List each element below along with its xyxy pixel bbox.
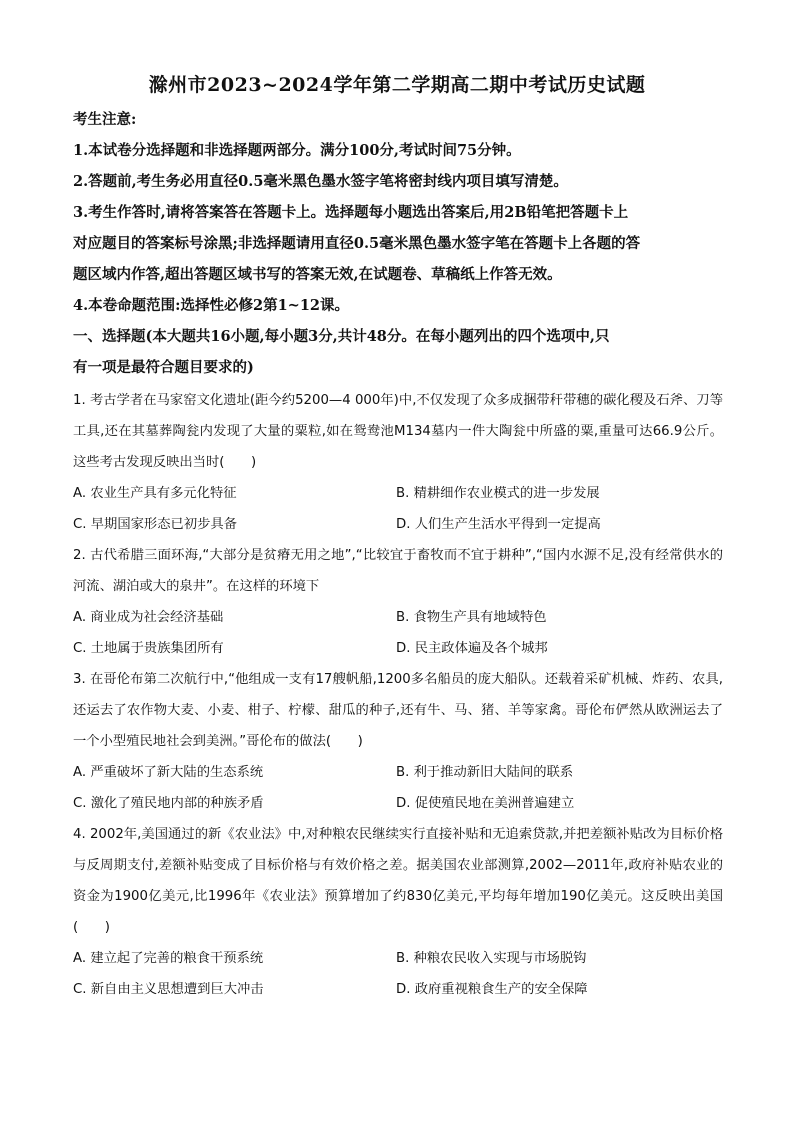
- section-heading-line-1: 一、选择题(本大题共16小题,每小题3分,共计48分。在每小题列出的四个选项中,只: [73, 328, 610, 345]
- option-d: D. 促使殖民地在美洲普遍建立: [396, 796, 575, 811]
- question-2: [73, 540, 723, 664]
- option-b: B. 利于推动新旧大陆间的联系: [396, 765, 574, 780]
- option-a: A. 商业成为社会经济基础: [73, 610, 224, 625]
- option-d: D. 政府重视粮食生产的安全保障: [396, 982, 588, 997]
- option-b: B. 种粮农民收入实现与市场脱钩: [396, 951, 587, 966]
- option-a: A. 建立起了完善的粮食干预系统: [73, 951, 264, 966]
- option-c: C. 土地属于贵族集团所有: [73, 641, 224, 656]
- option-a: A. 严重破坏了新大陆的生态系统: [73, 765, 264, 780]
- notice-item-4: 4.本卷命题范围:选择性必修2第1~12课。: [73, 297, 349, 314]
- option-c: C. 激化了殖民地内部的种族矛盾: [73, 796, 264, 811]
- question-1: [73, 385, 723, 540]
- option-list: [73, 602, 723, 664]
- notice-item-1: 1.本试卷分选择题和非选择题两部分。满分100分,考试时间75分钟。: [73, 142, 521, 159]
- question-stem: 1. 考古学者在马家窑文化遗址(距今约5200—4 000年)中,不仅发现了众多成捆带秆带穗的碳化稷及石斧、刀等工具,还在其墓葬陶瓮内发现了大量的粟粒,如在鸳鸯池M134墓内一件大陶瓮中所盛的粟,重量可达66.9公斤。这些考古发现反映出当时( ): [73, 393, 723, 470]
- option-list: [73, 478, 723, 540]
- option-list: [73, 757, 723, 819]
- notice-item-3-line-2: 对应题目的答案标号涂黑;非选择题请用直径0.5毫米黑色墨水签字笔在答题卡上各题的答: [73, 235, 641, 252]
- section-heading-line-2: 有一项是最符合题目要求的): [73, 359, 254, 376]
- question-stem: 3. 在哥伦布第二次航行中,“他组成一支有17艘帆船,1200多名船员的庞大船队。还载着采矿机械、炸药、农具,还运去了农作物大麦、小麦、柑子、柠檬、甜瓜的种子,还有牛、马、猪、羊等家禽。哥伦布俨然从欧洲运去了一个小型殖民地社会到美洲。”哥伦布的做法( ): [73, 672, 723, 749]
- option-c: C. 新自由主义思想遭到巨大冲击: [73, 982, 264, 997]
- option-d: D. 人们生产生活水平得到一定提高: [396, 517, 601, 532]
- notice-item-3-line-1: 3.考生作答时,请将答案答在答题卡上。选择题每小题选出答案后,用2B铅笔把答题卡上: [73, 204, 629, 221]
- option-d: D. 民主政体遍及各个城邦: [396, 641, 548, 656]
- exam-title: 滁州市2023~2024学年第二学期高二期中考试历史试题: [148, 74, 646, 96]
- question-stem: 4. 2002年,美国通过的新《农业法》中,对种粮农民继续实行直接补贴和无追索贷款,并把差额补贴改为目标价格与反周期支付,差额补贴变成了目标价格与有效价格之差。据美国农业部测算,2002—2011年,政府补贴农业的资金为1900亿美元,比1996年《农业法》预算增加了约830亿美元,平均每年增加190亿美元。这反映出美国( ): [73, 827, 723, 935]
- notice-item-2: 2.答题前,考生务必用直径0.5毫米黑色墨水签字笔将密封线内项目填写清楚。: [73, 173, 568, 190]
- question-stem: 2. 古代希腊三面环海,“大部分是贫瘠无用之地”,“比较宜于畜牧而不宜于耕种”,“国内水源不足,没有经常供水的河流、湖泊或大的泉井”。在这样的环境下: [73, 548, 723, 594]
- option-c: C. 早期国家形态已初步具备: [73, 517, 238, 532]
- option-b: B. 精耕细作农业模式的进一步发展: [396, 486, 600, 501]
- question-4: [73, 819, 723, 1005]
- candidate-notice: [73, 104, 723, 383]
- option-list: [73, 943, 723, 1005]
- option-b: B. 食物生产具有地域特色: [396, 610, 547, 625]
- option-a: A. 农业生产具有多元化特征: [73, 486, 237, 501]
- question-3: [73, 664, 723, 819]
- notice-heading: 考生注意:: [73, 111, 137, 128]
- notice-item-3-line-3: 题区域内作答,超出答题区域书写的答案无效,在试题卷、草稿纸上作答无效。: [73, 266, 562, 283]
